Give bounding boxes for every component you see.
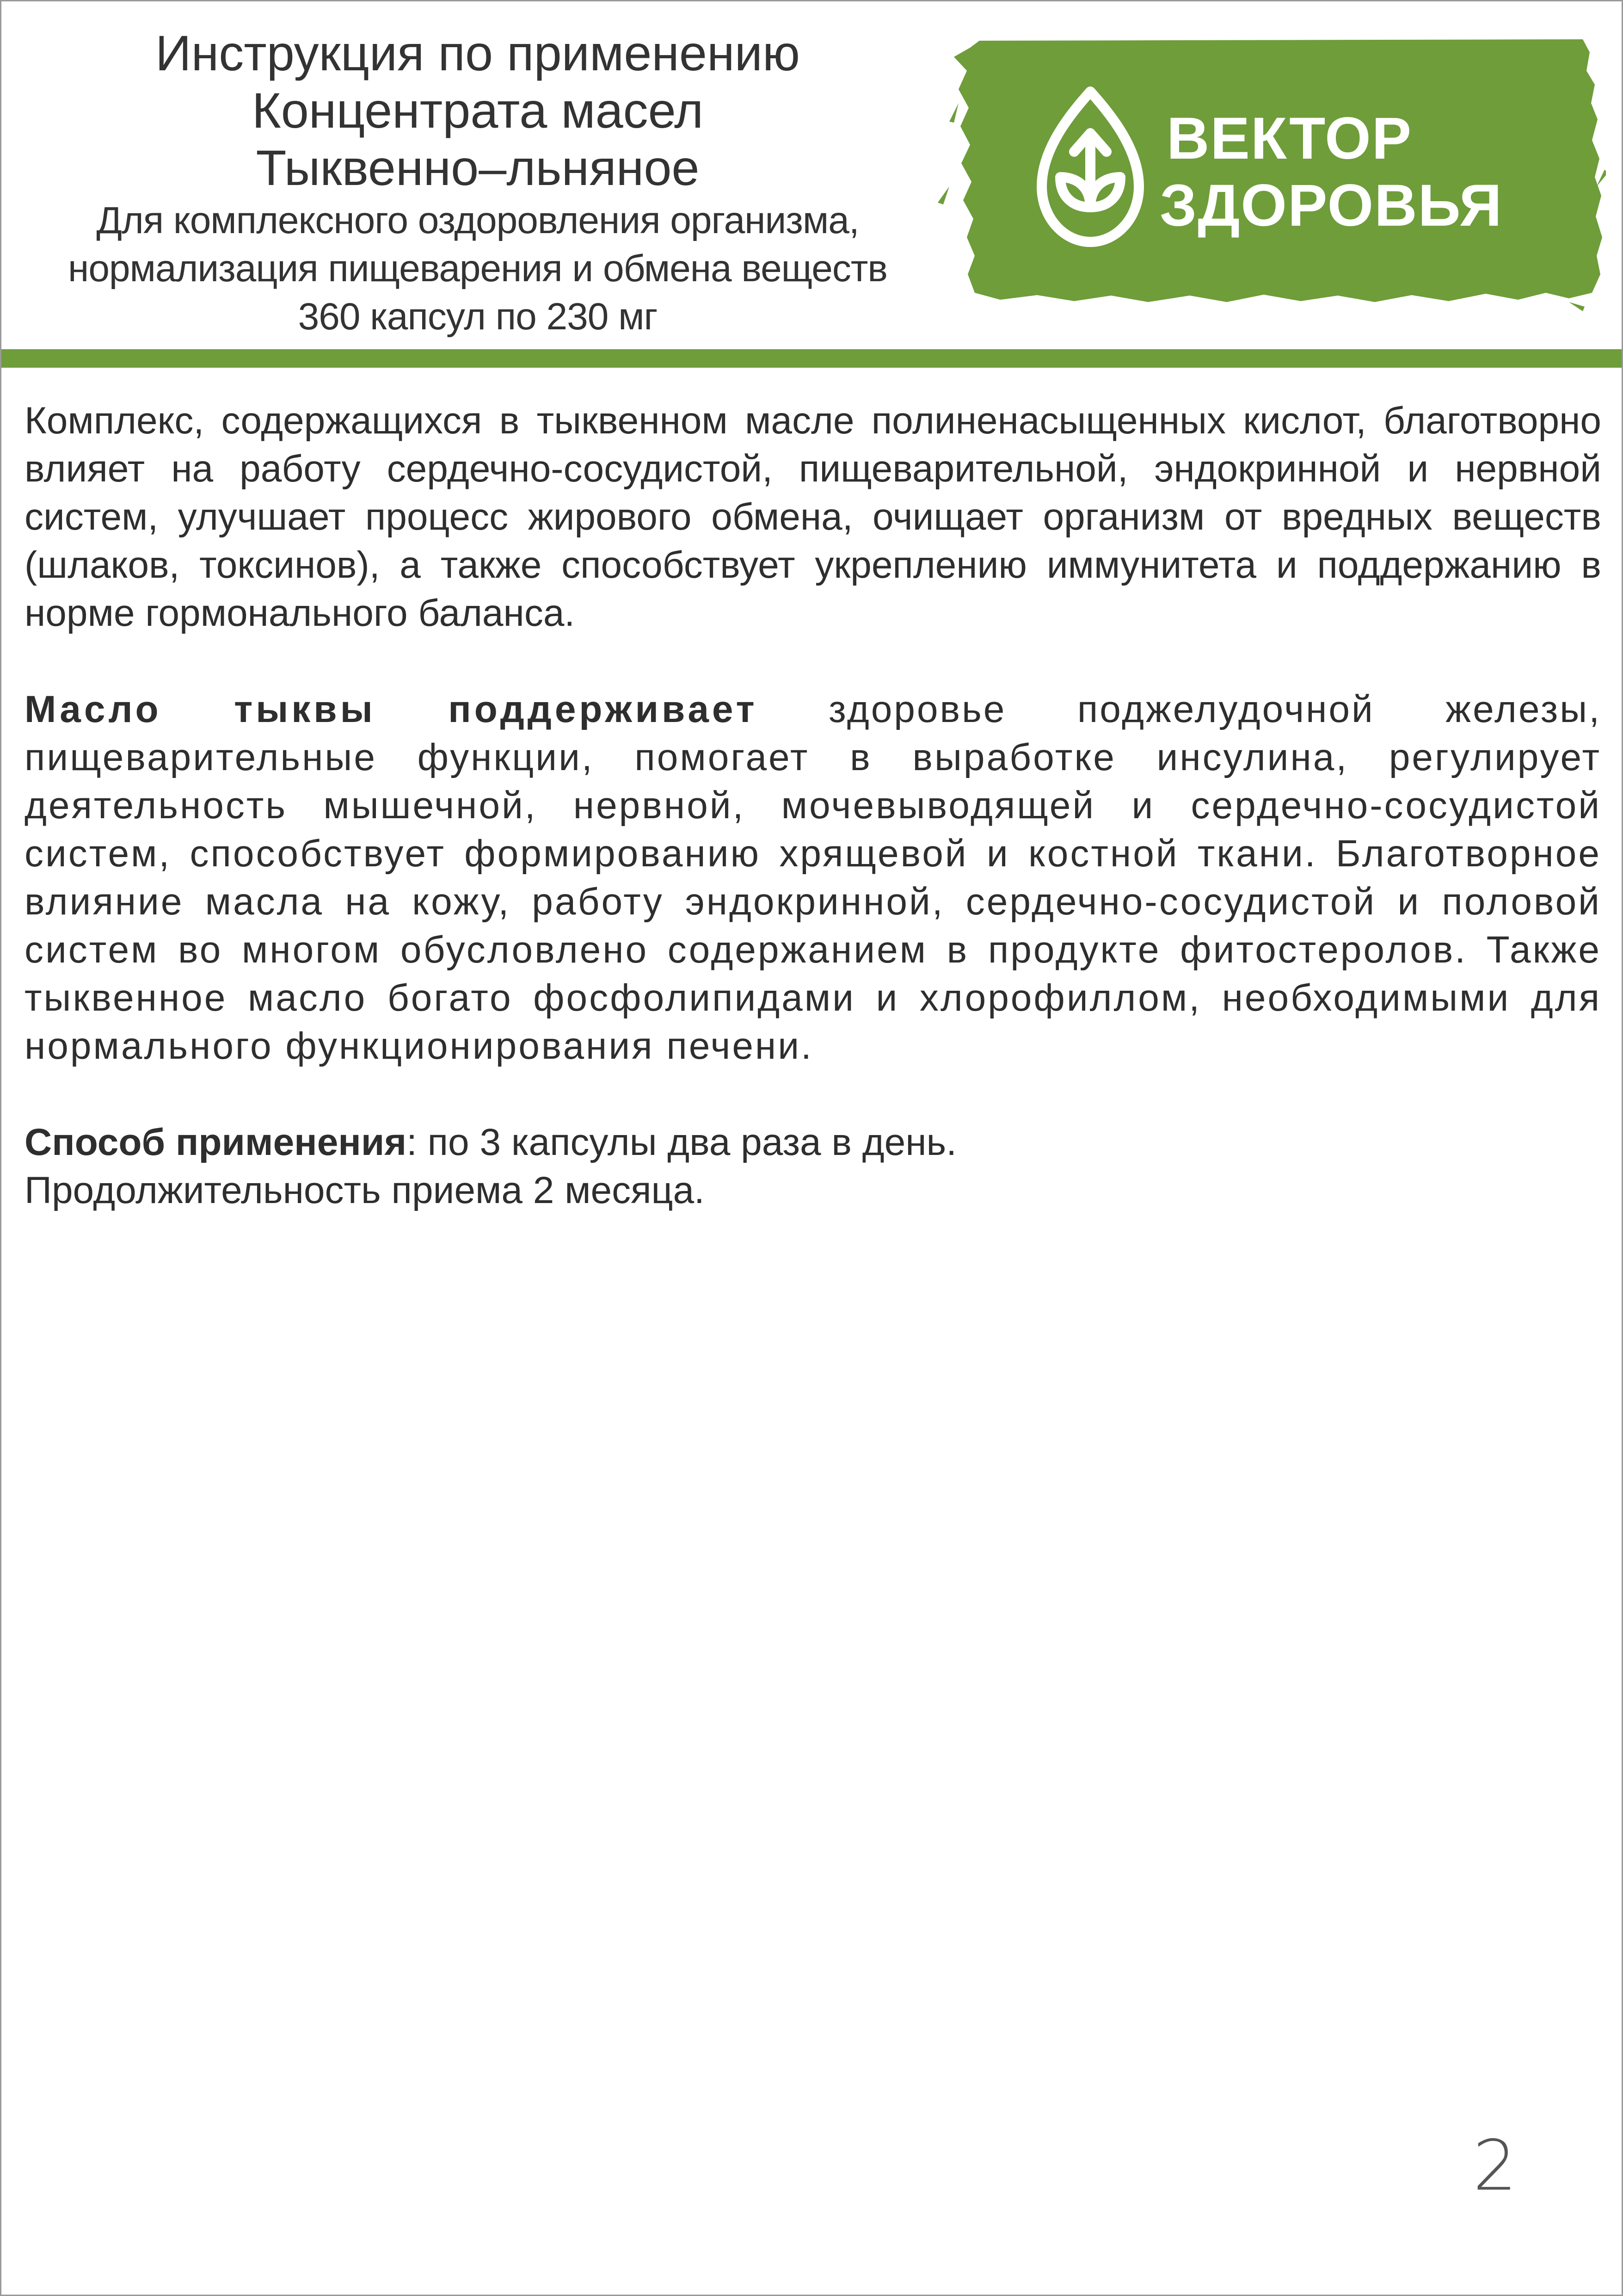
subtitle-line-3: 360 капсул по 230 мг	[298, 296, 658, 338]
instruction-body	[25, 397, 1601, 1215]
header	[15, 25, 940, 341]
paragraph-usage	[25, 1118, 1601, 1215]
logo-line-2: ЗДОРОВЬЯ	[1160, 173, 1503, 239]
subtitle-line-2: нормализация пищеварения и обмена веществ	[68, 247, 887, 290]
title-line-2: Концентрата масел	[252, 82, 704, 138]
title-line-3: Тыквенно–льняное	[256, 140, 700, 196]
paragraph-benefits	[25, 685, 1601, 1070]
benefits-lead: Масло тыквы поддерживает	[25, 688, 758, 730]
brand-logo	[931, 34, 1606, 311]
paragraph-composition: Комплекс, содержащихся в тыквенном масле полиненасыщенных кислот, благотворно влияет на работу сердечно-сосудистой, пищеварительной, эндокринной и нервной систем, улучшает процесс жирового обмена, очищает организм от вредных веществ (шлаков, токсинов), а также способствует укреплению иммунитета и поддержанию в норме гормонального баланса.	[25, 400, 1601, 634]
logo-line-1: ВЕКТОР	[1167, 105, 1413, 172]
page-number: 2	[1473, 2126, 1517, 2206]
header-divider	[1, 349, 1623, 368]
subtitle-line-1: Для комплексного оздоровления организма,	[96, 199, 859, 241]
title-line-1: Инструкция по применению	[155, 25, 800, 81]
duration-text: Продолжительность приема 2 месяца.	[25, 1169, 705, 1211]
benefits-text: здоровье поджелудочной железы, пищеварительные функции, помогает в выработке инсулина, регулирует деятельность мышечной, нервной, мочевыводящей и сердечно-сосудистой систем, способствует формированию хрящевой и костной ткани. Благотворное влияние масла на кожу, работу эндокринной, сердечно-сосудистой и половой систем во многом обусловлено содержанием в продукте фитостеролов. Также тыквенное масло богато фосфолипидами и хлорофиллом, необходимыми для нормального функционирования печени.	[25, 688, 1601, 1067]
usage-text: : по 3 капсулы два раза в день.	[406, 1121, 957, 1163]
usage-label: Способ применения	[25, 1121, 407, 1163]
